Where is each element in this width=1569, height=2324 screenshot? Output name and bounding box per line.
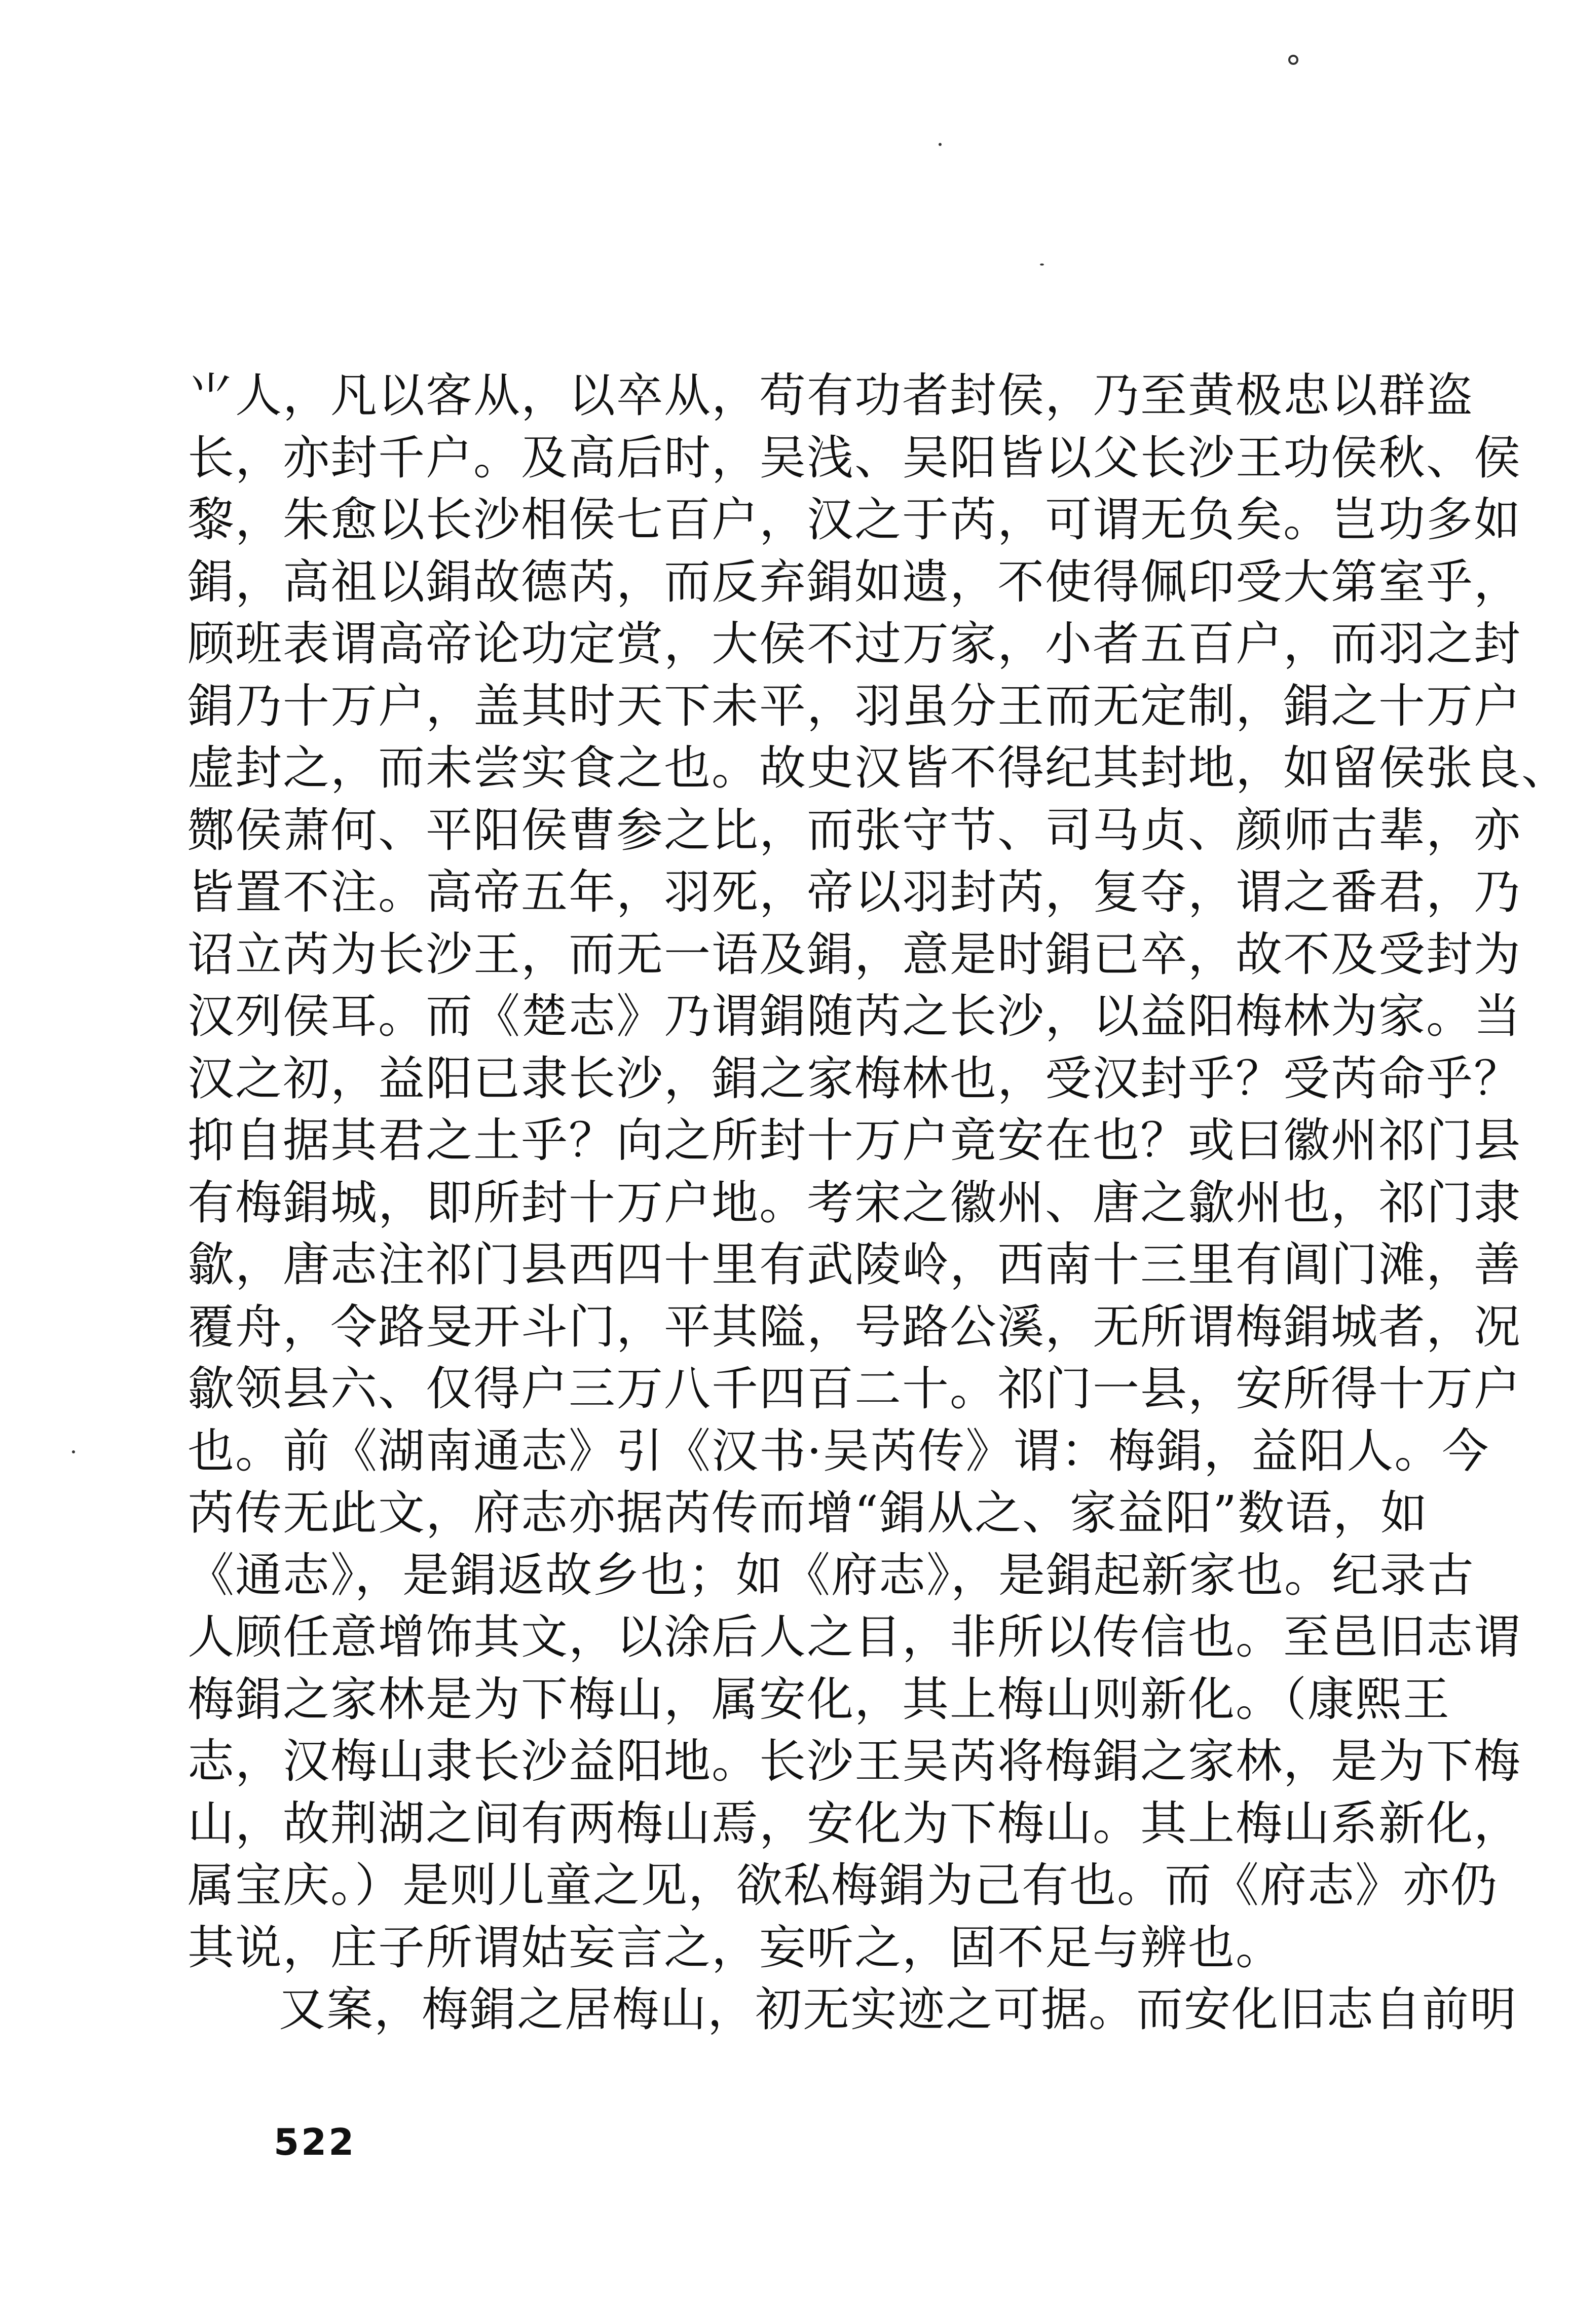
text-line: 也。前《湖南通志》引《汉书·吴芮传》谓：梅鋗，益阳人。今 [188, 1423, 1490, 1478]
scan-speck [1040, 264, 1044, 266]
text-line: 鋗乃十万户，盖其时天下未平，羽虽分王而无定制，鋗之十万户 [188, 679, 1522, 733]
text-line: 芮传无此文，府志亦据芮传而增“鋗从之、家益阳”数语，如 [188, 1486, 1429, 1540]
text-line: 又案，梅鋗之居梅山，初无实迹之可据。而安化旧志自前明 [279, 1982, 1518, 2037]
text-line: 顾班表谓高帝论功定赏，大侯不过万家，小者五百户，而羽之封 [188, 617, 1522, 671]
text-line: 汉之初，益阳已隶长沙，鋗之家梅林也，受汉封乎？受芮命乎？ [188, 1051, 1522, 1106]
text-line: 《通志》，是鋗返故乡也；如《府志》，是鋗起新家也。纪录古 [188, 1548, 1475, 1602]
text-line: 其说，庄子所谓姑妄言之，妄听之，固不足与辨也。 [188, 1920, 1284, 1975]
text-line: 诏立芮为长沙王，而无一语及鋗，意是时鋗已卒，故不及受封为 [188, 927, 1522, 982]
text-line: 人顾任意增饰其文，以涂后人之目，非所以传信也。至邑旧志谓 [188, 1610, 1522, 1664]
scan-speck [939, 143, 942, 146]
body-text [188, 365, 1569, 2041]
text-line: 覆舟，令路旻开斗门，平其隘，号路公溪，无所谓梅鋗城者，况 [188, 1299, 1522, 1354]
page-number: 522 [274, 2121, 356, 2163]
text-line: 志，汉梅山隶长沙益阳地。长沙王吴芮将梅鋗之家林，是为下梅 [188, 1734, 1522, 1788]
text-line: 歙，唐志注祁门县西四十里有武陵岭，西南十三里有阊门滩，善 [188, 1238, 1522, 1292]
scan-speck [72, 1450, 75, 1453]
text-line: 黎，朱愈以长沙相侯七百户，汉之于芮，可谓无负矣。岂功多如 [188, 493, 1522, 547]
text-line: 山，故荆湖之间有两梅山焉，安化为下梅山。其上梅山系新化， [188, 1796, 1522, 1851]
text-line: 酂侯萧何、平阳侯曹参之比，而张守节、司马贞、颜师古辈，亦 [188, 803, 1522, 857]
text-line: 歙领县六、仅得户三万八千四百二十。祁门一县，安所得十万户 [188, 1362, 1522, 1416]
text-line: ⺌人，凡以客从，以卒从，苟有功者封侯，乃至黄极忠以群盗 [188, 368, 1474, 423]
text-line: 汉列侯耳。而《楚志》乃谓鋗随芮之长沙，以益阳梅林为家。当 [188, 989, 1522, 1043]
text-line: 梅鋗之家林是为下梅山，属安化，其上梅山则新化。（康熙王 [188, 1672, 1451, 1727]
text-line: 长，亦封千户。及高后时，吴浅、吴阳皆以父长沙王功侯秋、侯 [188, 430, 1522, 485]
text-line: 有梅鋗城，即所封十万户地。考宋之徽州、唐之歙州也，祁门隶 [188, 1175, 1522, 1230]
text-line: 皆置不注。高帝五年，羽死，帝以羽封芮，复夺，谓之番君，乃 [188, 865, 1522, 919]
text-line: 虚封之，而未尝实食之也。故史汉皆不得纪其封地，如留侯张良、 [188, 741, 1569, 795]
text-line: 抑自据其君之土乎？向之所封十万户竟安在也？或曰徽州祁门县 [188, 1113, 1522, 1168]
text-line: 鋗，高祖以鋗故德芮，而反弃鋗如遗，不使得佩印受大第室乎， [188, 554, 1522, 609]
scan-speck-ring [1288, 55, 1298, 65]
text-line: 属宝庆。）是则儿童之见，欲私梅鋗为己有也。而《府志》亦仍 [188, 1858, 1499, 1913]
